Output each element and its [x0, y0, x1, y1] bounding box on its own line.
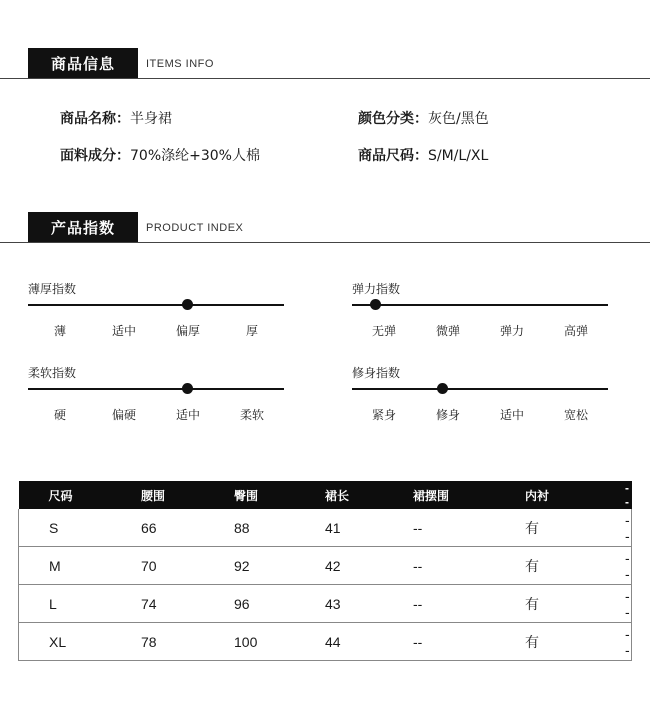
table-row [19, 547, 632, 585]
table-cell: -- [405, 585, 513, 623]
info-field-size [358, 145, 488, 165]
index-level: 弹力 [499, 324, 525, 338]
table-row [19, 509, 632, 547]
info-key: 商品名称： [60, 111, 130, 127]
index-level: 适中 [499, 408, 525, 422]
info-field-name [60, 108, 172, 128]
index-scale-bar [28, 388, 284, 390]
table-cell: 66 [129, 509, 226, 547]
table-row [19, 623, 632, 661]
table-cell: 有 [513, 585, 615, 623]
info-value: 半身裙 [130, 111, 172, 127]
index-level: 适中 [111, 324, 137, 338]
index-scale-bar [352, 388, 608, 390]
info-key: 颜色分类： [358, 111, 428, 127]
info-field-color [358, 108, 489, 128]
product-index-title-en: PRODUCT INDEX [146, 222, 244, 234]
column-header: -- [615, 481, 632, 509]
index-level: 紧身 [371, 408, 397, 422]
column-header: 内衬 [513, 481, 615, 509]
table-header-row [19, 481, 632, 509]
index-levels [352, 406, 608, 424]
table-cell: 有 [513, 509, 615, 547]
index-level: 宽松 [563, 408, 589, 422]
table-cell: XL [19, 623, 130, 661]
table-cell: 有 [513, 623, 615, 661]
index-level: 硬 [53, 408, 67, 422]
index-levels [28, 406, 284, 424]
table-cell: 42 [319, 547, 405, 585]
info-value: 灰色/黑色 [428, 111, 489, 127]
index-level: 薄 [53, 324, 67, 338]
product-index-title: 产品指数 [28, 212, 138, 242]
table-cell: -- [405, 623, 513, 661]
table-cell: L [19, 585, 130, 623]
info-key: 面料成分： [60, 148, 130, 164]
index-level: 厚 [245, 324, 259, 338]
items-info-title-en: ITEMS INFO [146, 58, 214, 70]
info-value: 70%涤纶+30%人棉 [130, 148, 260, 164]
table-cell: 70 [129, 547, 226, 585]
index-level: 修身 [435, 408, 461, 422]
table-cell: -- [615, 623, 632, 661]
index-marker [437, 383, 448, 394]
index-level: 柔软 [239, 408, 265, 422]
index-title: 修身指数 [352, 366, 401, 380]
table-cell: -- [615, 509, 632, 547]
index-marker [370, 299, 381, 310]
index-level: 偏硬 [111, 408, 137, 422]
index-title: 柔软指数 [28, 366, 77, 380]
info-field-fabric [60, 145, 260, 165]
column-header: 腰围 [129, 481, 226, 509]
index-level: 无弹 [371, 324, 397, 338]
size-table [18, 481, 632, 661]
table-cell: -- [615, 585, 632, 623]
index-title: 弹力指数 [352, 282, 401, 296]
table-cell: 78 [129, 623, 226, 661]
index-scale-bar [28, 304, 284, 306]
column-header: 尺码 [19, 481, 130, 509]
index-marker [182, 299, 193, 310]
table-cell: M [19, 547, 130, 585]
table-cell: 43 [319, 585, 405, 623]
table-cell: 88 [226, 509, 319, 547]
table-cell: -- [615, 547, 632, 585]
section-divider [0, 242, 650, 243]
index-marker [182, 383, 193, 394]
column-header: 裙长 [319, 481, 405, 509]
table-cell: 74 [129, 585, 226, 623]
items-info-title: 商品信息 [28, 48, 138, 78]
index-title: 薄厚指数 [28, 282, 77, 296]
column-header: 裙摆围 [405, 481, 513, 509]
info-value: S/M/L/XL [428, 148, 489, 164]
table-cell: 100 [226, 623, 319, 661]
index-level: 微弹 [435, 324, 461, 338]
index-level: 适中 [175, 408, 201, 422]
table-cell: -- [405, 547, 513, 585]
index-level: 偏厚 [175, 324, 201, 338]
index-scale-bar [352, 304, 608, 306]
table-cell: 92 [226, 547, 319, 585]
table-row [19, 585, 632, 623]
table-cell: 44 [319, 623, 405, 661]
index-level: 高弹 [563, 324, 589, 338]
info-key: 商品尺码： [358, 148, 428, 164]
table-cell: S [19, 509, 130, 547]
section-divider [0, 78, 650, 79]
table-cell: 41 [319, 509, 405, 547]
table-cell: 有 [513, 547, 615, 585]
index-levels [28, 322, 284, 340]
column-header: 臀围 [226, 481, 319, 509]
table-cell: 96 [226, 585, 319, 623]
index-levels [352, 322, 608, 340]
table-cell: -- [405, 509, 513, 547]
